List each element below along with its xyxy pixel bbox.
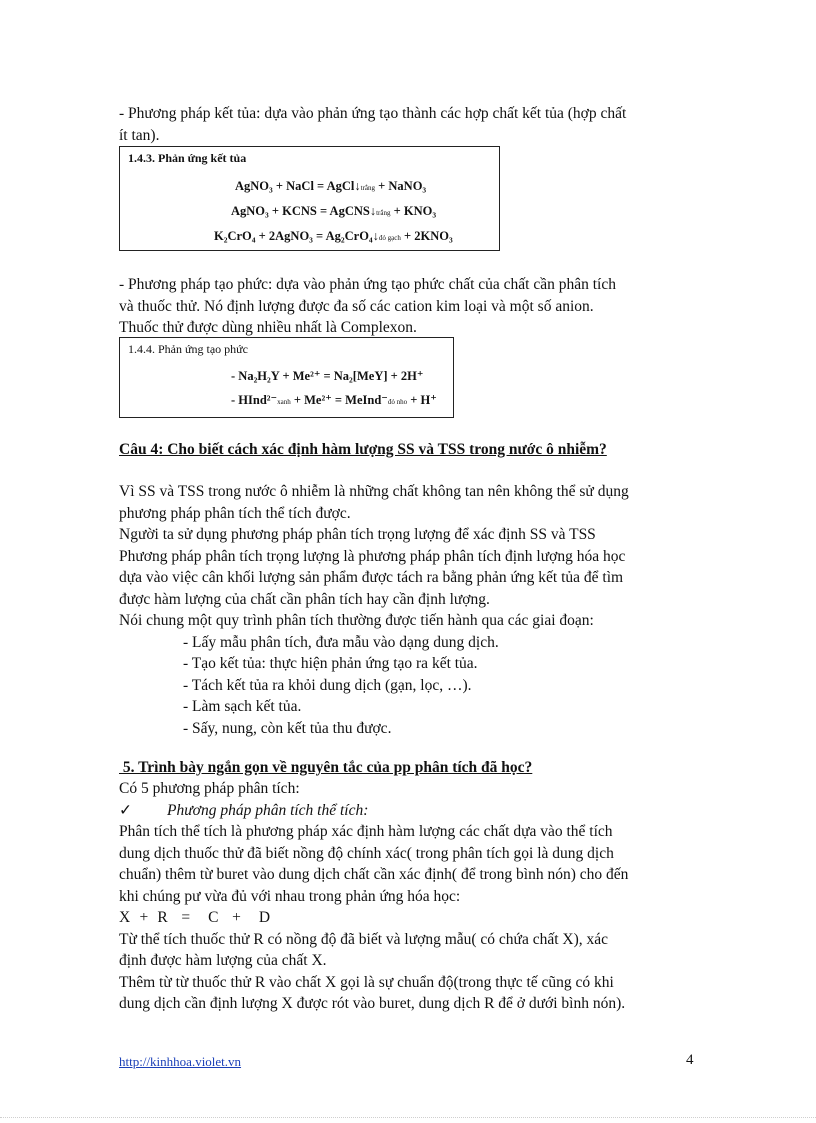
equation-text: AgNO₃ + KCNS = AgCNS↓ xyxy=(231,204,377,218)
subheading-line xyxy=(119,800,696,822)
list-item: - Làm sạch kết tủa. xyxy=(183,698,302,715)
equation-text: + Me²⁺ = MeInd⁻ xyxy=(293,393,388,407)
equation-1: - Na₂H₂Y + Me²⁺ = Na₂[MeY] + 2H⁺ xyxy=(231,369,424,383)
precipitation-reaction-figure xyxy=(119,146,500,251)
equation-note: đỏ gạch xyxy=(378,234,401,242)
text-line: Thuốc thử được dùng nhiều nhất là Complexon. xyxy=(119,319,417,336)
equation-text: + NaNO₃ xyxy=(378,179,427,193)
paragraph-complexation xyxy=(119,274,696,339)
page-number: 4 xyxy=(686,1052,694,1068)
text-line: Nói chung một quy trình phân tích thường được tiến hành qua các giai đoạn: xyxy=(119,612,594,629)
equation-note: đỏ nho xyxy=(387,398,408,406)
footer-link[interactable]: http://kinhhoa.violet.vn xyxy=(119,1054,242,1069)
text-line: Thêm từ từ thuốc thử R vào chất X gọi là sự chuẩn độ(trong thực tế cũng có khi xyxy=(119,973,614,991)
text-line: dựa vào việc cân khối lượng sản phẩm được tách ra bằng phản ứng kết tủa để tìm xyxy=(119,569,624,586)
list-item: - Lấy mẫu phân tích, đưa mẫu vào dạng dung dịch. xyxy=(183,633,499,651)
equation-2 xyxy=(231,392,437,408)
text-line: và thuốc thử. Nó định lượng được đa số các cation kim loại và một số anion. xyxy=(119,297,594,315)
question-5-heading xyxy=(119,757,696,779)
text-line: dung dịch cần định lượng X được rót vào buret, dung dịch R để ở dưới bình nón). xyxy=(119,995,626,1012)
list-item: - Tạo kết tủa: thực hiện phản ứng tạo ra kết tủa. xyxy=(183,655,478,672)
equation-2 xyxy=(231,204,436,219)
text-line: - Phương pháp kết tủa: dựa vào phản ứng tạo thành các hợp chất kết tủa (hợp chất xyxy=(119,105,627,122)
text-line: khi chúng pư vừa đủ với nhau trong phản ứng hóa học: xyxy=(119,887,461,905)
figure-caption: 1.4.4. Phản ứng tạo phức xyxy=(128,342,248,356)
text-line: chuẩn) thêm từ buret vào dung dịch chất cần xác định( để trong bình nón) cho đến xyxy=(119,866,629,883)
text-line: Từ thể tích thuốc thử R có nồng độ đã biết và lượng mẫu( có chứa chất X), xác xyxy=(119,930,609,948)
equation-1 xyxy=(235,179,426,194)
text-line: - Phương pháp tạo phức: dựa vào phản ứng tạo phức chất của chất cần phân tích xyxy=(119,276,616,293)
equation-text: + KNO₃ xyxy=(393,204,437,218)
paragraph-precipitation xyxy=(119,103,696,146)
equation-note: xanh xyxy=(277,398,291,406)
equation-text: K₂CrO₄ + 2AgNO₃ = Ag₂CrO₄↓ xyxy=(214,229,379,243)
text-line: Phân tích thể tích là phương pháp xác định hàm lượng các chất dựa vào thể tích xyxy=(119,823,613,840)
text-line: Có 5 phương pháp phân tích: xyxy=(119,780,300,797)
section-heading: 5. Trình bày ngắn gọn về nguyên tắc của pp phân tích đã học? xyxy=(119,759,533,776)
complexation-reaction-figure xyxy=(119,337,454,418)
figure-caption: 1.4.3. Phản ứng kết tủa xyxy=(128,151,247,165)
text-line: Vì SS và TSS trong nước ô nhiễm là những chất không tan nên không thể sử dụng xyxy=(119,483,629,500)
text-line: phương pháp phân tích thể tích được. xyxy=(119,504,351,522)
equation-text: AgNO₃ + NaCl = AgCl↓ xyxy=(235,179,361,193)
equation-note: trắng xyxy=(376,209,391,217)
list-item: - Tách kết tủa ra khỏi dung dịch (gạn, lọc, …). xyxy=(183,676,472,694)
subheading: Phương pháp phân tích thể tích: xyxy=(167,801,369,819)
text-line: dung dịch thuốc thử đã biết nồng độ chính xác( trong phân tích gọi là dung dịch xyxy=(119,844,614,862)
question-4-body xyxy=(119,481,696,739)
text-line: Phương pháp phân tích trọng lượng là phương pháp phân tích định lượng hóa học xyxy=(119,547,626,565)
page-bottom-divider xyxy=(0,1117,816,1118)
equation-line: X + R = C + D xyxy=(119,909,271,926)
text-line: Người ta sử dụng phương pháp phân tích trọng lượng để xác định SS và TSS xyxy=(119,526,596,543)
text-line: được hàm lượng của chất cần phân tích hay cần định lượng. xyxy=(119,590,490,608)
text-line: định được hàm lượng của chất X. xyxy=(119,952,327,969)
question-4-heading xyxy=(119,439,696,461)
text-line: ít tan). xyxy=(119,126,160,144)
question-5-body xyxy=(119,778,696,1015)
equation-3 xyxy=(214,229,453,244)
equation-text: + H⁺ xyxy=(410,393,437,407)
equation-note: trắng xyxy=(360,184,376,192)
equation-text: + 2KNO₃ xyxy=(404,229,453,243)
equation-text: - HInd²⁻ xyxy=(231,393,278,407)
list-item: - Sấy, nung, còn kết tủa thu được. xyxy=(183,719,392,737)
checkmark-icon: ✓ xyxy=(119,801,132,819)
section-heading: Câu 4: Cho biết cách xác định hàm lượng SS và TSS trong nước ô nhiễm? xyxy=(119,441,607,458)
